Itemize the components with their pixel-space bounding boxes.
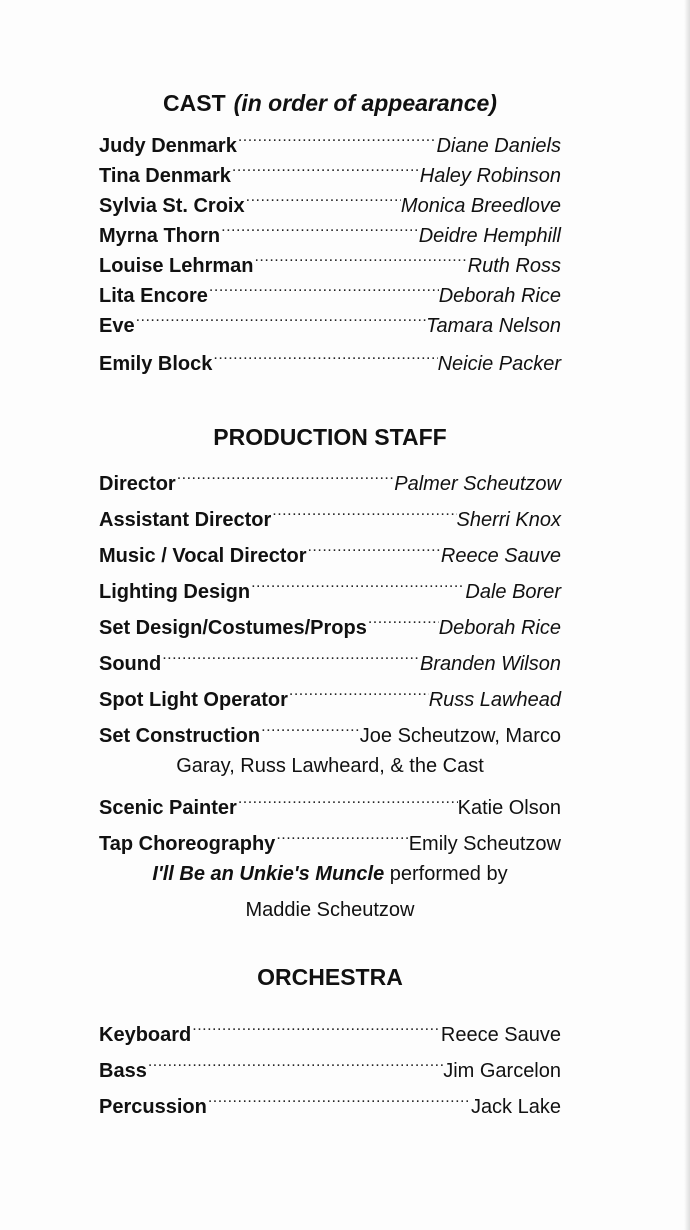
- dot-leader: [207, 1083, 471, 1113]
- performer-name: Ruth Ross: [467, 255, 561, 277]
- dot-leader: [212, 340, 437, 370]
- role-label: Emily Block: [99, 353, 213, 375]
- role-label: Lita Encore: [99, 285, 208, 307]
- production-staff-section: [99, 422, 561, 452]
- performer-name: Deidre Hemphill: [418, 225, 561, 247]
- role-label: Tap Choreography: [99, 833, 276, 855]
- orchestra-list: [99, 1011, 561, 1119]
- cast-row: [99, 340, 561, 375]
- role-label: Assistant Director: [99, 509, 272, 531]
- role-label: Sylvia St. Croix: [99, 195, 245, 217]
- cast-list-last: [99, 340, 561, 375]
- dot-leader: [208, 272, 439, 302]
- staff-name: Katie Olson: [457, 797, 561, 819]
- song-title: I'll Be an Unkie's Muncle: [152, 863, 385, 885]
- dot-leader: [253, 242, 467, 272]
- dot-leader: [271, 496, 456, 526]
- dot-leader: [288, 676, 429, 706]
- staff-row: [99, 712, 561, 748]
- cast-section: [99, 88, 561, 118]
- staff-name: Russ Lawhead: [428, 689, 561, 711]
- role-label: Myrna Thorn: [99, 225, 221, 247]
- staff-row: [99, 640, 561, 676]
- dot-leader: [231, 152, 420, 182]
- role-label: Louise Lehrman: [99, 255, 254, 277]
- dot-leader: [191, 1011, 441, 1041]
- performed-by-label: performed by: [389, 863, 508, 885]
- dot-leader: [147, 1047, 443, 1077]
- role-label: Music / Vocal Director: [99, 545, 307, 567]
- cast-heading: [99, 88, 561, 118]
- staff-row: [99, 496, 561, 532]
- dot-leader: [161, 640, 420, 670]
- staff-name: Palmer Scheutzow: [394, 473, 561, 495]
- dot-leader: [306, 532, 440, 562]
- cast-row: [99, 122, 561, 157]
- cast-title: CAST: [163, 90, 226, 116]
- role-label: Tina Denmark: [99, 165, 231, 187]
- orchestra-heading: ORCHESTRA: [257, 964, 403, 990]
- role-label: Set Design/Costumes/Props: [99, 617, 367, 639]
- staff-row: [99, 568, 561, 604]
- cast-subtitle: (in order of appearance): [233, 90, 497, 116]
- dot-leader: [260, 712, 360, 742]
- performer-name: Haley Robinson: [419, 165, 561, 187]
- orchestra-row: [99, 1011, 561, 1047]
- role-label: Judy Denmark: [99, 135, 237, 157]
- dot-leader: [245, 182, 401, 212]
- staff-row: [99, 676, 561, 712]
- orchestra-section: [99, 962, 561, 992]
- production-staff-heading: PRODUCTION STAFF: [213, 424, 447, 450]
- performer-name: Monica Breedlove: [400, 195, 561, 217]
- song-performer: Maddie Scheutzow: [245, 899, 415, 921]
- performer-name: Tamara Nelson: [426, 315, 561, 337]
- dot-leader: [176, 460, 395, 490]
- staff-name: Emily Scheutzow: [408, 833, 561, 855]
- dot-leader: [135, 302, 427, 332]
- staff-row: [99, 604, 561, 640]
- role-label: Spot Light Operator: [99, 689, 288, 711]
- role-label: Eve: [99, 315, 135, 337]
- dot-leader: [237, 122, 437, 152]
- dot-leader: [367, 604, 439, 634]
- role-label: Scenic Painter: [99, 797, 237, 819]
- staff-list-italic: [99, 460, 561, 928]
- staff-name: Deborah Rice: [438, 617, 561, 639]
- dot-leader: [220, 212, 419, 242]
- role-label: Sound: [99, 653, 162, 675]
- song-credit: [99, 856, 561, 892]
- staff-name: Reece Sauve: [440, 545, 561, 567]
- role-label: Lighting Design: [99, 581, 251, 603]
- staff-row: [99, 784, 561, 820]
- role-label: Set Construction: [99, 725, 261, 747]
- staff-row: [99, 820, 561, 856]
- orchestra-row: [99, 1047, 561, 1083]
- instrument-label: Keyboard: [99, 1024, 192, 1046]
- role-label: Director: [99, 473, 176, 495]
- orchestra-row: [99, 1083, 561, 1119]
- staff-row: [99, 460, 561, 496]
- musician-name: Jack Lake: [470, 1096, 561, 1118]
- dot-leader: [250, 568, 465, 598]
- dot-leader: [275, 820, 408, 850]
- staff-name: Sherri Knox: [456, 509, 561, 531]
- instrument-label: Percussion: [99, 1096, 207, 1118]
- performer-name: Deborah Rice: [438, 285, 561, 307]
- staff-name: Joe Scheutzow, Marco: [359, 725, 561, 747]
- performer-name: Diane Daniels: [436, 135, 561, 157]
- musician-name: Reece Sauve: [440, 1024, 561, 1046]
- cast-list: [99, 122, 561, 337]
- staff-row: [99, 532, 561, 568]
- dot-leader: [237, 784, 458, 814]
- page-edge-shadow: [684, 0, 690, 1230]
- musician-name: Jim Garcelon: [443, 1060, 561, 1082]
- instrument-label: Bass: [99, 1060, 147, 1082]
- staff-name: Dale Borer: [465, 581, 561, 603]
- staff-name: Branden Wilson: [419, 653, 561, 675]
- set-construction-continued: Garay, Russ Lawheard, & the Cast: [176, 755, 484, 777]
- performer-name: Neicie Packer: [437, 353, 561, 375]
